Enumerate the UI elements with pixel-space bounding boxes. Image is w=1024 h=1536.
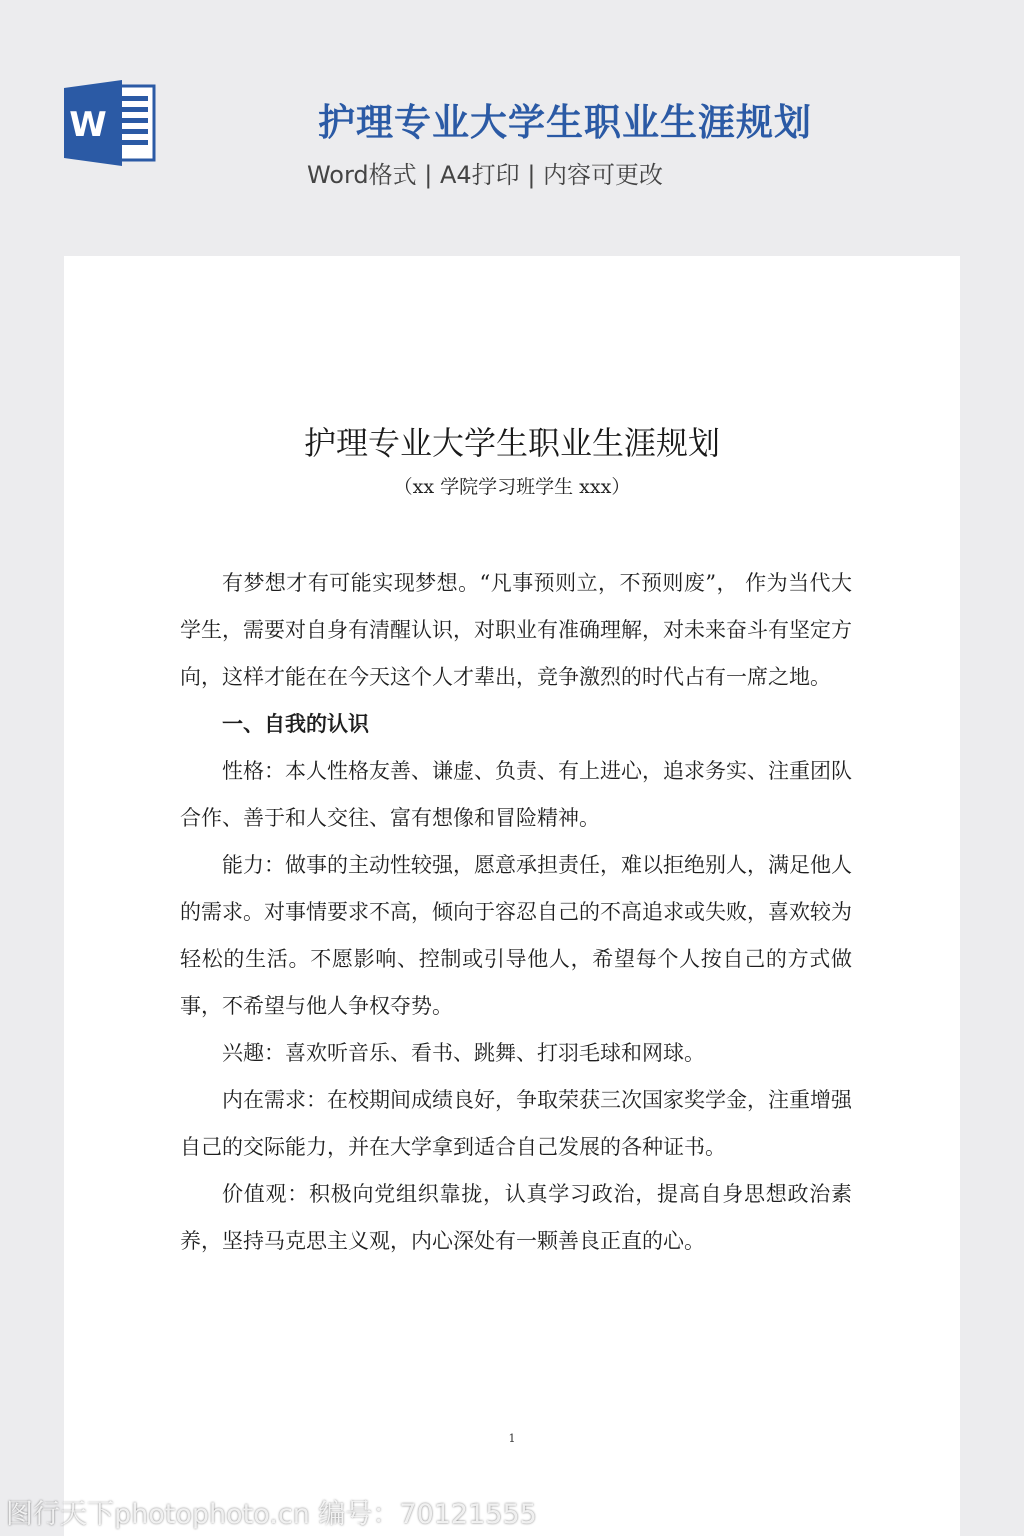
banner-subtitle: Word格式 | A4打印 | 内容可更改 bbox=[306, 161, 664, 189]
watermark: 图行天下photophoto.cn 编号：70121555 bbox=[6, 1499, 537, 1530]
paragraph-inner-needs: 内在需求：在校期间成绩良好，争取荣获三次国家奖学金，注重增强自己的交际能力，并在大学拿到适合自己发展的各种证书。 bbox=[180, 1088, 852, 1159]
paragraph-personality: 性格：本人性格友善、谦虚、负责、有上进心，追求务实、注重团队合作、善于和人交往、富有想像和冒险精神。 bbox=[180, 759, 852, 830]
paragraph-intro: 有梦想才有可能实现梦想。“凡事预则立，不预则废”， 作为当代大学生，需要对自身有清醒认识，对职业有准确理解，对未来奋斗有坚定方向，这样才能在在今天这个人才辈出，竞争激烈的时代占有一席之地。 bbox=[180, 571, 852, 689]
document-page bbox=[64, 256, 960, 1536]
banner-title: 护理专业大学生职业生涯规划 bbox=[318, 101, 812, 144]
page-number: 1 bbox=[508, 1432, 516, 1445]
paragraph-ability: 能力：做事的主动性较强，愿意承担责任，难以拒绝别人，满足他人的需求。对事情要求不高，倾向于容忍自己的不高追求或失败，喜欢较为轻松的生活。不愿影响、控制或引导他人，希望每个人按自己的方式做事，不希望与他人争权夺势。 bbox=[180, 853, 852, 1018]
document-subtitle: （xx 学院学习班学生 xxx） bbox=[393, 476, 631, 498]
document-body bbox=[180, 560, 852, 1265]
document-title: 护理专业大学生职业生涯规划 bbox=[303, 424, 720, 462]
section-heading: 一、自我的认识 bbox=[222, 712, 369, 736]
word-icon bbox=[64, 80, 156, 166]
paragraph-values: 价值观：积极向党组织靠拢，认真学习政治，提高自身思想政治素养，坚持马克思主义观，内心深处有一颗善良正直的心。 bbox=[180, 1182, 852, 1253]
paragraph-interest: 兴趣：喜欢听音乐、看书、跳舞、打羽毛球和网球。 bbox=[222, 1041, 705, 1065]
svg-text:W: W bbox=[69, 105, 107, 145]
